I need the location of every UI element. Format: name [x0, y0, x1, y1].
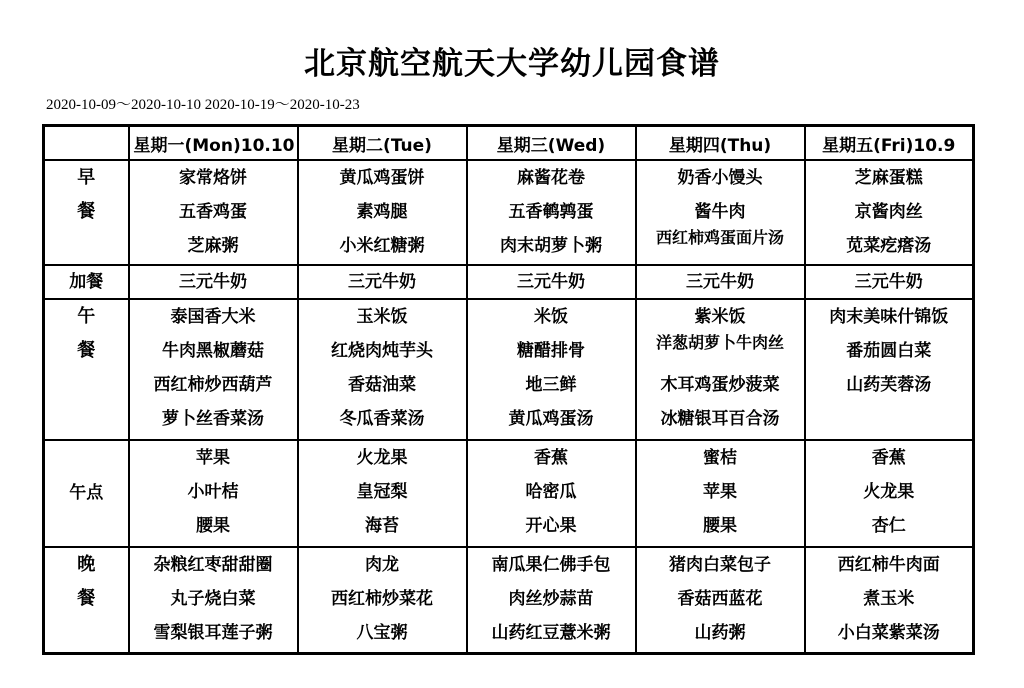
breakfast-monday — [129, 160, 298, 265]
menu-item: 苹果 — [196, 448, 230, 469]
afternoon-wednesday — [467, 440, 636, 547]
menu-item: 小白菜紫菜汤 — [837, 622, 940, 643]
snack-label: 加餐 — [44, 265, 129, 299]
corner-cell — [44, 126, 129, 161]
menu-item: 黄瓜鸡蛋饼 — [339, 168, 425, 189]
breakfast-friday — [805, 160, 974, 265]
menu-item: 火龙果 — [863, 482, 915, 503]
breakfast-label — [44, 160, 129, 265]
dinner-label-1: 晚 — [77, 553, 96, 575]
menu-item: 五香鹌鹑蛋 — [508, 202, 594, 223]
menu-item — [806, 402, 973, 436]
menu-item: 素鸡腿 — [356, 202, 408, 223]
afternoon-tuesday — [298, 440, 467, 547]
menu-item: 西红柿鸡蛋面片汤 — [655, 229, 784, 248]
column-header-wednesday: 星期三(Wed) — [467, 126, 636, 161]
menu-item: 红烧肉炖芋头 — [331, 341, 433, 362]
menu-item: 南瓜果仁佛手包 — [491, 554, 611, 575]
dinner-thursday — [636, 547, 805, 654]
afternoon-thursday — [636, 440, 805, 547]
menu-item: 煮玉米 — [863, 588, 915, 609]
lunch-friday — [805, 299, 974, 440]
column-header-tuesday: 星期二(Tue) — [298, 126, 467, 161]
dinner-label — [44, 547, 129, 654]
menu-item: 苹果 — [703, 482, 737, 503]
menu-item: 山药粥 — [694, 622, 746, 643]
menu-item: 肉丝炒蒜苗 — [508, 588, 594, 609]
afternoon-row — [44, 440, 974, 547]
dinner-wednesday — [467, 547, 636, 654]
breakfast-label-2: 餐 — [77, 201, 96, 223]
menu-item: 肉末美味什锦饭 — [829, 307, 949, 328]
menu-item: 西红柿牛肉面 — [837, 554, 940, 575]
dinner-label-2: 餐 — [77, 587, 96, 609]
dinner-row — [44, 547, 974, 654]
menu-item: 紫米饭 — [694, 307, 746, 328]
dinner-monday — [129, 547, 298, 654]
menu-item: 开心果 — [525, 516, 577, 537]
menu-item: 酱牛肉 — [694, 202, 746, 223]
breakfast-label-1: 早 — [77, 167, 96, 189]
menu-item: 海苔 — [365, 516, 399, 537]
snack-wednesday — [467, 265, 636, 299]
lunch-label-1: 午 — [77, 306, 96, 328]
menu-item: 萝卜丝香菜汤 — [162, 409, 264, 430]
menu-item: 火龙果 — [356, 448, 408, 469]
menu-item: 冰糖银耳百合汤 — [660, 409, 780, 430]
menu-item: 小米红糖粥 — [339, 236, 425, 257]
header-row — [44, 126, 974, 161]
menu-item: 京酱肉丝 — [854, 202, 923, 223]
column-header-thursday: 星期四(Thu) — [636, 126, 805, 161]
menu-item: 香蕉 — [534, 448, 568, 469]
menu-item: 奶香小馒头 — [677, 168, 763, 189]
menu-item: 三元牛奶 — [517, 272, 585, 293]
menu-item: 糖醋排骨 — [517, 341, 585, 362]
snack-tuesday — [298, 265, 467, 299]
menu-item: 芝麻蛋糕 — [854, 168, 923, 189]
menu-item: 三元牛奶 — [348, 272, 416, 293]
menu-item: 猪肉白菜包子 — [669, 554, 771, 575]
date-range: 2020-10-09～2020-10-10 2020-10-19～2020-10-23 — [46, 97, 360, 113]
afternoon-monday — [129, 440, 298, 547]
menu-item: 玉米饭 — [356, 307, 408, 328]
menu-item: 三元牛奶 — [686, 272, 754, 293]
snack-row — [44, 265, 974, 299]
menu-item: 苋菜疙瘩汤 — [846, 236, 932, 257]
menu-item: 西红柿炒菜花 — [331, 588, 433, 609]
menu-item: 杏仁 — [871, 516, 906, 537]
column-header-friday: 星期五(Fri)10.9 — [805, 126, 974, 161]
menu-item: 芝麻粥 — [187, 236, 239, 257]
lunch-monday — [129, 299, 298, 440]
breakfast-tuesday — [298, 160, 467, 265]
menu-item: 香菇油菜 — [348, 375, 416, 396]
menu-item: 腰果 — [196, 516, 230, 537]
menu-item: 肉龙 — [365, 554, 399, 575]
snack-monday — [129, 265, 298, 299]
menu-item: 八宝粥 — [356, 622, 408, 643]
menu-item: 杂粮红枣甜甜圈 — [153, 554, 273, 575]
lunch-row — [44, 299, 974, 440]
menu-item: 皇冠梨 — [356, 482, 408, 503]
page-title: 北京航空航天大学幼儿园食谱 — [304, 46, 720, 82]
menu-item: 肉末胡萝卜粥 — [500, 236, 602, 257]
menu-item: 五香鸡蛋 — [179, 202, 247, 223]
menu-item: 香蕉 — [871, 448, 906, 469]
menu-item: 冬瓜香菜汤 — [339, 409, 425, 430]
menu-item: 洋葱胡萝卜牛肉丝 — [655, 334, 784, 353]
menu-item: 木耳鸡蛋炒菠菜 — [660, 375, 780, 396]
menu-item: 山药芙蓉汤 — [846, 375, 932, 396]
lunch-label-2: 餐 — [77, 340, 96, 362]
snack-thursday — [636, 265, 805, 299]
menu-item: 蜜桔 — [703, 448, 737, 469]
breakfast-thursday — [636, 160, 805, 265]
column-header-monday: 星期一(Mon)10.10 — [129, 126, 298, 161]
menu-item: 三元牛奶 — [854, 272, 923, 293]
menu-item: 麻酱花卷 — [517, 168, 585, 189]
lunch-thursday — [636, 299, 805, 440]
menu-table — [42, 124, 975, 655]
afternoon-friday — [805, 440, 974, 547]
menu-item: 香菇西蓝花 — [677, 588, 763, 609]
menu-item: 腰果 — [703, 516, 737, 537]
dinner-friday — [805, 547, 974, 654]
menu-item: 家常烙饼 — [179, 168, 247, 189]
snack-friday — [805, 265, 974, 299]
breakfast-wednesday — [467, 160, 636, 265]
dinner-tuesday — [298, 547, 467, 654]
menu-item: 哈密瓜 — [525, 482, 577, 503]
lunch-label — [44, 299, 129, 440]
menu-item: 山药红豆薏米粥 — [491, 622, 611, 643]
menu-item: 牛肉黑椒蘑菇 — [162, 341, 264, 362]
menu-item: 小叶桔 — [187, 482, 239, 503]
lunch-wednesday — [467, 299, 636, 440]
menu-item: 丸子烧白菜 — [170, 588, 256, 609]
menu-item: 泰国香大米 — [170, 307, 256, 328]
menu-item: 黄瓜鸡蛋汤 — [508, 409, 594, 430]
menu-item: 番茄圆白菜 — [846, 341, 932, 362]
lunch-tuesday — [298, 299, 467, 440]
menu-item: 地三鲜 — [525, 375, 577, 396]
breakfast-row — [44, 160, 974, 265]
afternoon-label: 午点 — [44, 440, 129, 547]
menu-item: 西红柿炒西葫芦 — [153, 375, 273, 396]
menu-item: 雪梨银耳莲子粥 — [153, 622, 273, 643]
menu-item: 米饭 — [534, 307, 568, 328]
menu-item: 三元牛奶 — [179, 272, 247, 293]
